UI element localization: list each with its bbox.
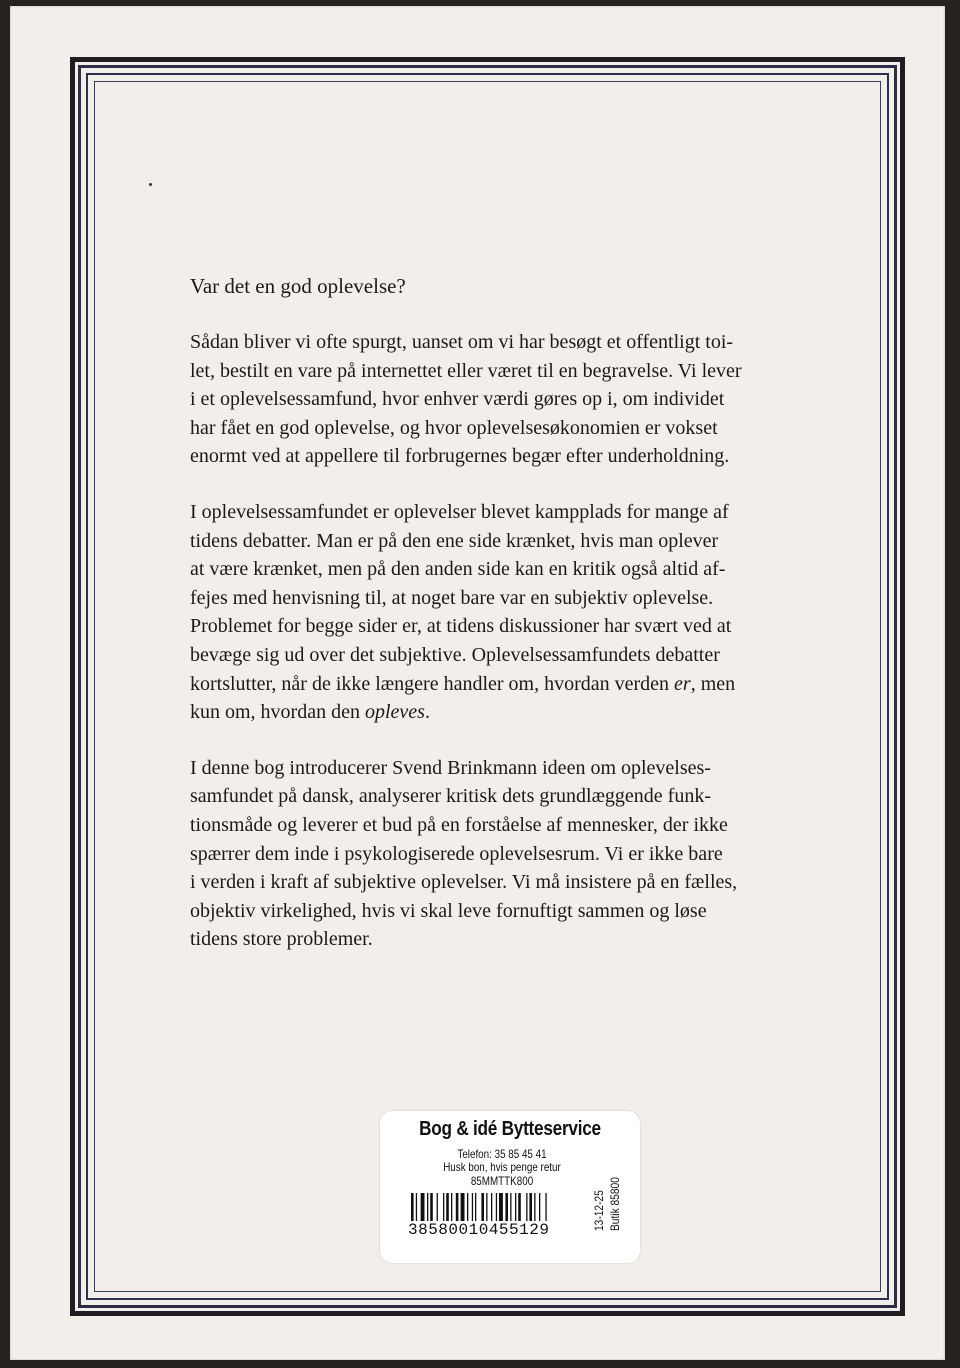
barcode-bar: [510, 1193, 511, 1221]
barcode-bar: [505, 1193, 508, 1221]
barcode-bar: [451, 1193, 452, 1221]
blurb-line: [190, 328, 790, 357]
ink-speck: [149, 183, 152, 186]
line-text: bevæge sig ud over det subjektive. Oplevelsessamfundets debatter: [190, 643, 720, 666]
blurb-line: [190, 498, 790, 527]
line-emphasis: er: [674, 672, 691, 695]
line-text: enormt ved at appellere til forbrugernes begær efter underholdning.: [190, 445, 730, 468]
barcode-bar: [499, 1193, 503, 1221]
barcode-bar: [421, 1193, 425, 1221]
blurb-paragraph: [190, 328, 790, 471]
line-text: Sådan bliver vi ofte spurgt, uanset om vi har besøgt et offentligt toi-: [190, 331, 734, 353]
blurb-line: [190, 840, 790, 869]
barcode-bar: [515, 1193, 516, 1221]
blurb-line: [190, 527, 790, 556]
line-text: tidens debatter. Man er på den ene side krænket, hvis man oplever: [190, 529, 719, 552]
barcode-bar: [526, 1193, 527, 1221]
line-text: kun om, hvordan den: [190, 701, 365, 724]
barcode: [410, 1193, 595, 1221]
barcode-bar: [472, 1193, 473, 1221]
barcode-number: 38580010455129: [408, 1221, 550, 1239]
line-text: at være krænket, men på den anden side kan en kritik også altid af-: [190, 558, 726, 581]
barcode-bar: [430, 1193, 433, 1221]
blurb-paragraph: [190, 754, 790, 954]
barcode-bar: [486, 1193, 487, 1221]
blurb-line: [190, 782, 790, 811]
blurb-line: [190, 385, 790, 414]
barcode-bar: [491, 1193, 492, 1221]
barcode-bar: [518, 1193, 521, 1221]
line-text: let, bestilt en vare på internettet eller været til en begravelse. Vi lever: [190, 359, 742, 382]
line-text: I denne bog introducerer Svend Brinkmann ideen om oplevelses-: [190, 756, 711, 779]
blurb-line: [190, 754, 790, 783]
blurb-line: [190, 584, 790, 613]
barcode-bar: [416, 1193, 417, 1221]
sticker-phone: Telefon: 35 85 45 41: [457, 1147, 547, 1161]
barcode-bar: [427, 1193, 428, 1221]
barcode-bar: [529, 1193, 532, 1221]
line-text: spærrer dem inde i psykologiserede oplevelsesrum. Vi er ikke bare: [190, 842, 723, 865]
blurb-line: [190, 868, 790, 897]
barcode-bar: [456, 1193, 459, 1221]
blurb-line: [190, 357, 790, 386]
line-text: tionsmåde og leverer et bud på en forståelse af mennesker, der ikke: [190, 813, 728, 836]
blurb-line: [190, 698, 790, 727]
sticker-title: Bog & idé Bytteservice: [419, 1118, 601, 1140]
blurb: [190, 272, 790, 981]
blurb-line: [190, 555, 790, 584]
blurb-paragraph: [190, 498, 790, 727]
barcode-bar: [446, 1193, 449, 1221]
exchange-sticker: [380, 1111, 640, 1263]
line-text: fejes med henvisning til, at noget bare var en subjektiv oplevelse.: [190, 586, 714, 609]
barcode-bar: [539, 1193, 540, 1221]
barcode-bar: [475, 1193, 476, 1221]
book-back-cover: [10, 6, 945, 1360]
line-text: tidens store problemer.: [190, 928, 373, 951]
line-text-after: , men: [690, 672, 736, 695]
barcode-bar: [443, 1193, 444, 1221]
line-text-after: .: [424, 701, 430, 724]
blurb-line: [190, 612, 790, 641]
barcode-bar: [545, 1193, 546, 1221]
barcode-bar: [437, 1193, 438, 1221]
blurb-line: [190, 641, 790, 670]
line-text: kortslutter, når de ikke længere handler om, hvordan verden: [190, 672, 675, 695]
blurb-heading: Var det en god oplevelse?: [190, 274, 406, 298]
blurb-line: [190, 897, 790, 926]
barcode-bar: [467, 1193, 468, 1221]
barcode-bar: [534, 1193, 535, 1221]
line-emphasis: opleves: [364, 701, 425, 724]
barcode-bar: [461, 1193, 465, 1221]
sticker-note: Husk bon, hvis penge retur: [443, 1160, 561, 1174]
line-text: Problemet for begge sider er, at tidens diskussioner har svært ved at: [190, 615, 732, 638]
sticker-code: 85MMTTK800: [470, 1174, 534, 1188]
blurb-line: [190, 925, 790, 954]
barcode-bar: [481, 1193, 484, 1221]
line-text: i verden i kraft af subjektive oplevelser. Vi må insistere på en fælles,: [190, 871, 738, 894]
sticker-date: 13-12-25: [592, 1190, 606, 1231]
sticker-shop: Butik 85800: [608, 1177, 622, 1231]
blurb-paragraphs: [190, 328, 790, 954]
line-text: samfundet på dansk, analyserer kritisk dets grundlæggende funk-: [190, 785, 711, 808]
line-text: I oplevelsessamfundet er oplevelser blevet kampplads for mange af: [190, 500, 729, 523]
barcode-bar: [411, 1193, 414, 1221]
line-text: har fået en god oplevelse, og hvor oplevelsesøkonomien er vokset: [190, 416, 718, 439]
line-text: i et oplevelsessamfund, hvor enhver værdi gøres op i, om individet: [190, 388, 725, 411]
blurb-line: [190, 811, 790, 840]
blurb-line: [190, 414, 790, 443]
line-text: objektiv virkelighed, hvis vi skal leve fornuftigt sammen og løse: [190, 899, 707, 922]
blurb-line: [190, 670, 790, 699]
blurb-line: [190, 442, 790, 471]
barcode-bar: [496, 1193, 497, 1221]
